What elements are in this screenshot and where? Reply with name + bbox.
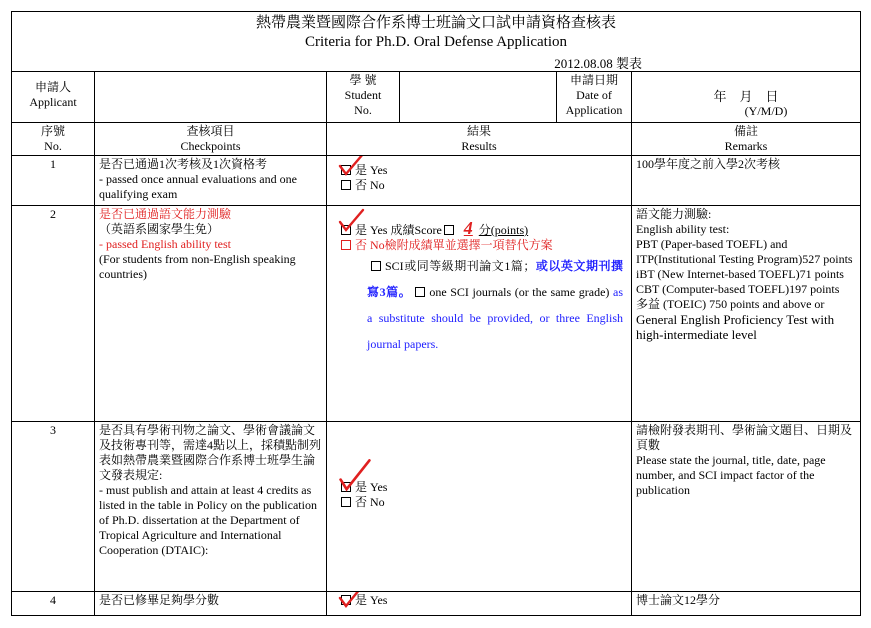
remark-line: CBT (Computer-based TOEFL)197 points <box>636 282 840 296</box>
alt-d: as a substitute should be provided, or three English journal papers. <box>367 285 623 351</box>
applicant-label <box>12 72 95 123</box>
header-result <box>327 123 632 156</box>
applicant-en: Applicant <box>29 95 77 109</box>
yes-label: 是 Yes <box>355 593 388 607</box>
row-check <box>95 206 327 422</box>
header-no-en: No. <box>44 139 62 153</box>
header-check-zh: 查核項目 <box>186 124 235 138</box>
check-en: - passed once annual evaluations and one qualifying exam <box>99 172 297 201</box>
alternative-text <box>331 253 627 357</box>
row-remark: 博士論文12學分 <box>632 592 861 616</box>
row-no: 4 <box>12 592 95 616</box>
header-check <box>95 123 327 156</box>
info-row <box>12 72 861 123</box>
row-result <box>327 156 632 206</box>
form-page <box>11 11 861 623</box>
header-result-en: Results <box>461 139 497 153</box>
title-zh: 熱帶農業暨國際合作系博士班論文口試申請資格查核表 <box>256 15 617 31</box>
row-no: 3 <box>12 422 95 592</box>
no-checkbox[interactable] <box>341 240 351 250</box>
app-date-field[interactable] <box>632 72 861 123</box>
remark-line: General English Proficiency Test with high-intermediate level <box>636 312 835 342</box>
no-option[interactable] <box>331 238 627 253</box>
row-remark <box>632 206 861 422</box>
criteria-table <box>11 11 861 616</box>
applicant-field[interactable] <box>95 72 327 123</box>
check-zh: 是否已通過1次考核及1次資格考 <box>99 157 268 171</box>
header-remark-en: Remarks <box>724 139 768 153</box>
header-no-zh: 序號 <box>40 124 65 138</box>
row-result <box>327 592 632 616</box>
row-no: 2 <box>12 206 95 422</box>
red-check-icon <box>337 592 367 611</box>
check-en: - must publish and attain at least 4 credits as listed in the table in Policy on the publication of Ph.D. dissertation at the Department of Tropical Agriculture and International Cooperation (DTAIC): <box>99 483 317 557</box>
check-zh2: （英語系國家學生免） <box>99 222 220 236</box>
header-remark <box>632 123 861 156</box>
app-date-en1: Date of <box>576 88 612 102</box>
no-label: 否 No檢附成績單並選擇一項替代方案 <box>355 238 553 252</box>
remark-line: PBT (Paper-based TOEFL) and ITP(Institutional Testing Program)527 points <box>636 237 853 266</box>
remark-zh: 請檢附發表期刊、學術論文題目、日期及頁數 <box>636 423 853 452</box>
check-zh: 是否具有學術刊物之論文、學術會議論文及技術專刊等，需達4點以上，採積點制列表如熱帶農業暨國際合作系博士班學生論文發表規定: <box>99 423 322 482</box>
red-check-icon <box>337 208 367 238</box>
alt-b: 或以英文期刊撰寫3篇。 <box>367 259 623 299</box>
no-option[interactable] <box>331 178 627 193</box>
no-label: 否 No <box>355 495 385 509</box>
yes-option[interactable] <box>331 218 627 238</box>
title-row <box>12 12 861 72</box>
no-label: 否 No <box>355 178 385 192</box>
date-made: 2012.08.08 製表 <box>554 56 643 71</box>
row-remark: 100學年度之前入學2次考核 <box>632 156 861 206</box>
remark-line: 語文能力測驗: <box>636 207 712 221</box>
alt-checkbox-2[interactable] <box>415 287 425 297</box>
title-en: Criteria for Ph.D. Oral Defense Application <box>305 34 568 50</box>
check-en: - passed English ability test <box>99 237 231 251</box>
check-en2: (For students from non-English speaking countries) <box>99 252 296 281</box>
header-result-zh: 結果 <box>466 124 491 138</box>
yes-option[interactable] <box>331 480 627 495</box>
student-no-field[interactable] <box>400 72 557 123</box>
row-result <box>327 422 632 592</box>
yes-label: 是 Yes 成績Score <box>355 223 442 237</box>
student-no-label <box>327 72 400 123</box>
score-box <box>444 225 454 235</box>
title-cell <box>12 12 861 72</box>
header-remark-zh: 備註 <box>734 124 759 138</box>
app-date-zh: 申請日期 <box>569 73 618 87</box>
no-checkbox[interactable] <box>341 497 351 507</box>
red-check-icon <box>337 156 367 183</box>
alt-c: one SCI journals (or the same grade) <box>429 285 610 299</box>
remark-en: Please state the journal, title, date, page number, and SCI impact factor of the publication <box>636 453 826 497</box>
row-no: 1 <box>12 156 95 206</box>
row-remark <box>632 422 861 592</box>
no-option[interactable] <box>331 495 627 510</box>
check-zh: 是否已通過語文能力測驗 <box>99 207 232 221</box>
header-no <box>12 123 95 156</box>
alt-checkbox[interactable] <box>371 261 381 271</box>
student-no-zh: 學 號 <box>349 73 377 87</box>
date-fields-en: (Y/M/D) <box>744 104 788 118</box>
row-check: 是否已修畢足夠學分數 <box>95 592 327 616</box>
remark-line: 多益 (TOEIC) 750 points and above or <box>636 297 825 311</box>
row-result <box>327 206 632 422</box>
date-fields: 年 月 日 <box>713 89 779 104</box>
table-row <box>12 206 861 422</box>
yes-label: 是 Yes <box>355 163 388 177</box>
red-check-icon <box>337 458 373 494</box>
header-check-en: Checkpoints <box>180 139 241 153</box>
header-row <box>12 123 861 156</box>
remark-line: iBT (New Internet-based TOEFL)71 points <box>636 267 844 281</box>
student-no-en2: No. <box>354 103 372 117</box>
app-date-en2: Application <box>565 103 623 117</box>
app-date-label <box>557 72 632 123</box>
applicant-zh: 申請人 <box>34 80 71 94</box>
remark-line: English ability test: <box>636 222 730 236</box>
score-unit: 分(points) <box>478 223 529 237</box>
table-row <box>12 592 861 616</box>
table-row <box>12 422 861 592</box>
alt-a: SCI或同等級期刊論文1篇； <box>385 259 536 273</box>
row-check <box>95 156 327 206</box>
student-no-en1: Student <box>344 88 382 102</box>
yes-label: 是 Yes <box>355 480 388 494</box>
score-value: 4 <box>463 218 473 238</box>
yes-option[interactable] <box>331 163 627 178</box>
table-row <box>12 156 861 206</box>
row-check <box>95 422 327 592</box>
yes-option[interactable] <box>331 593 627 608</box>
